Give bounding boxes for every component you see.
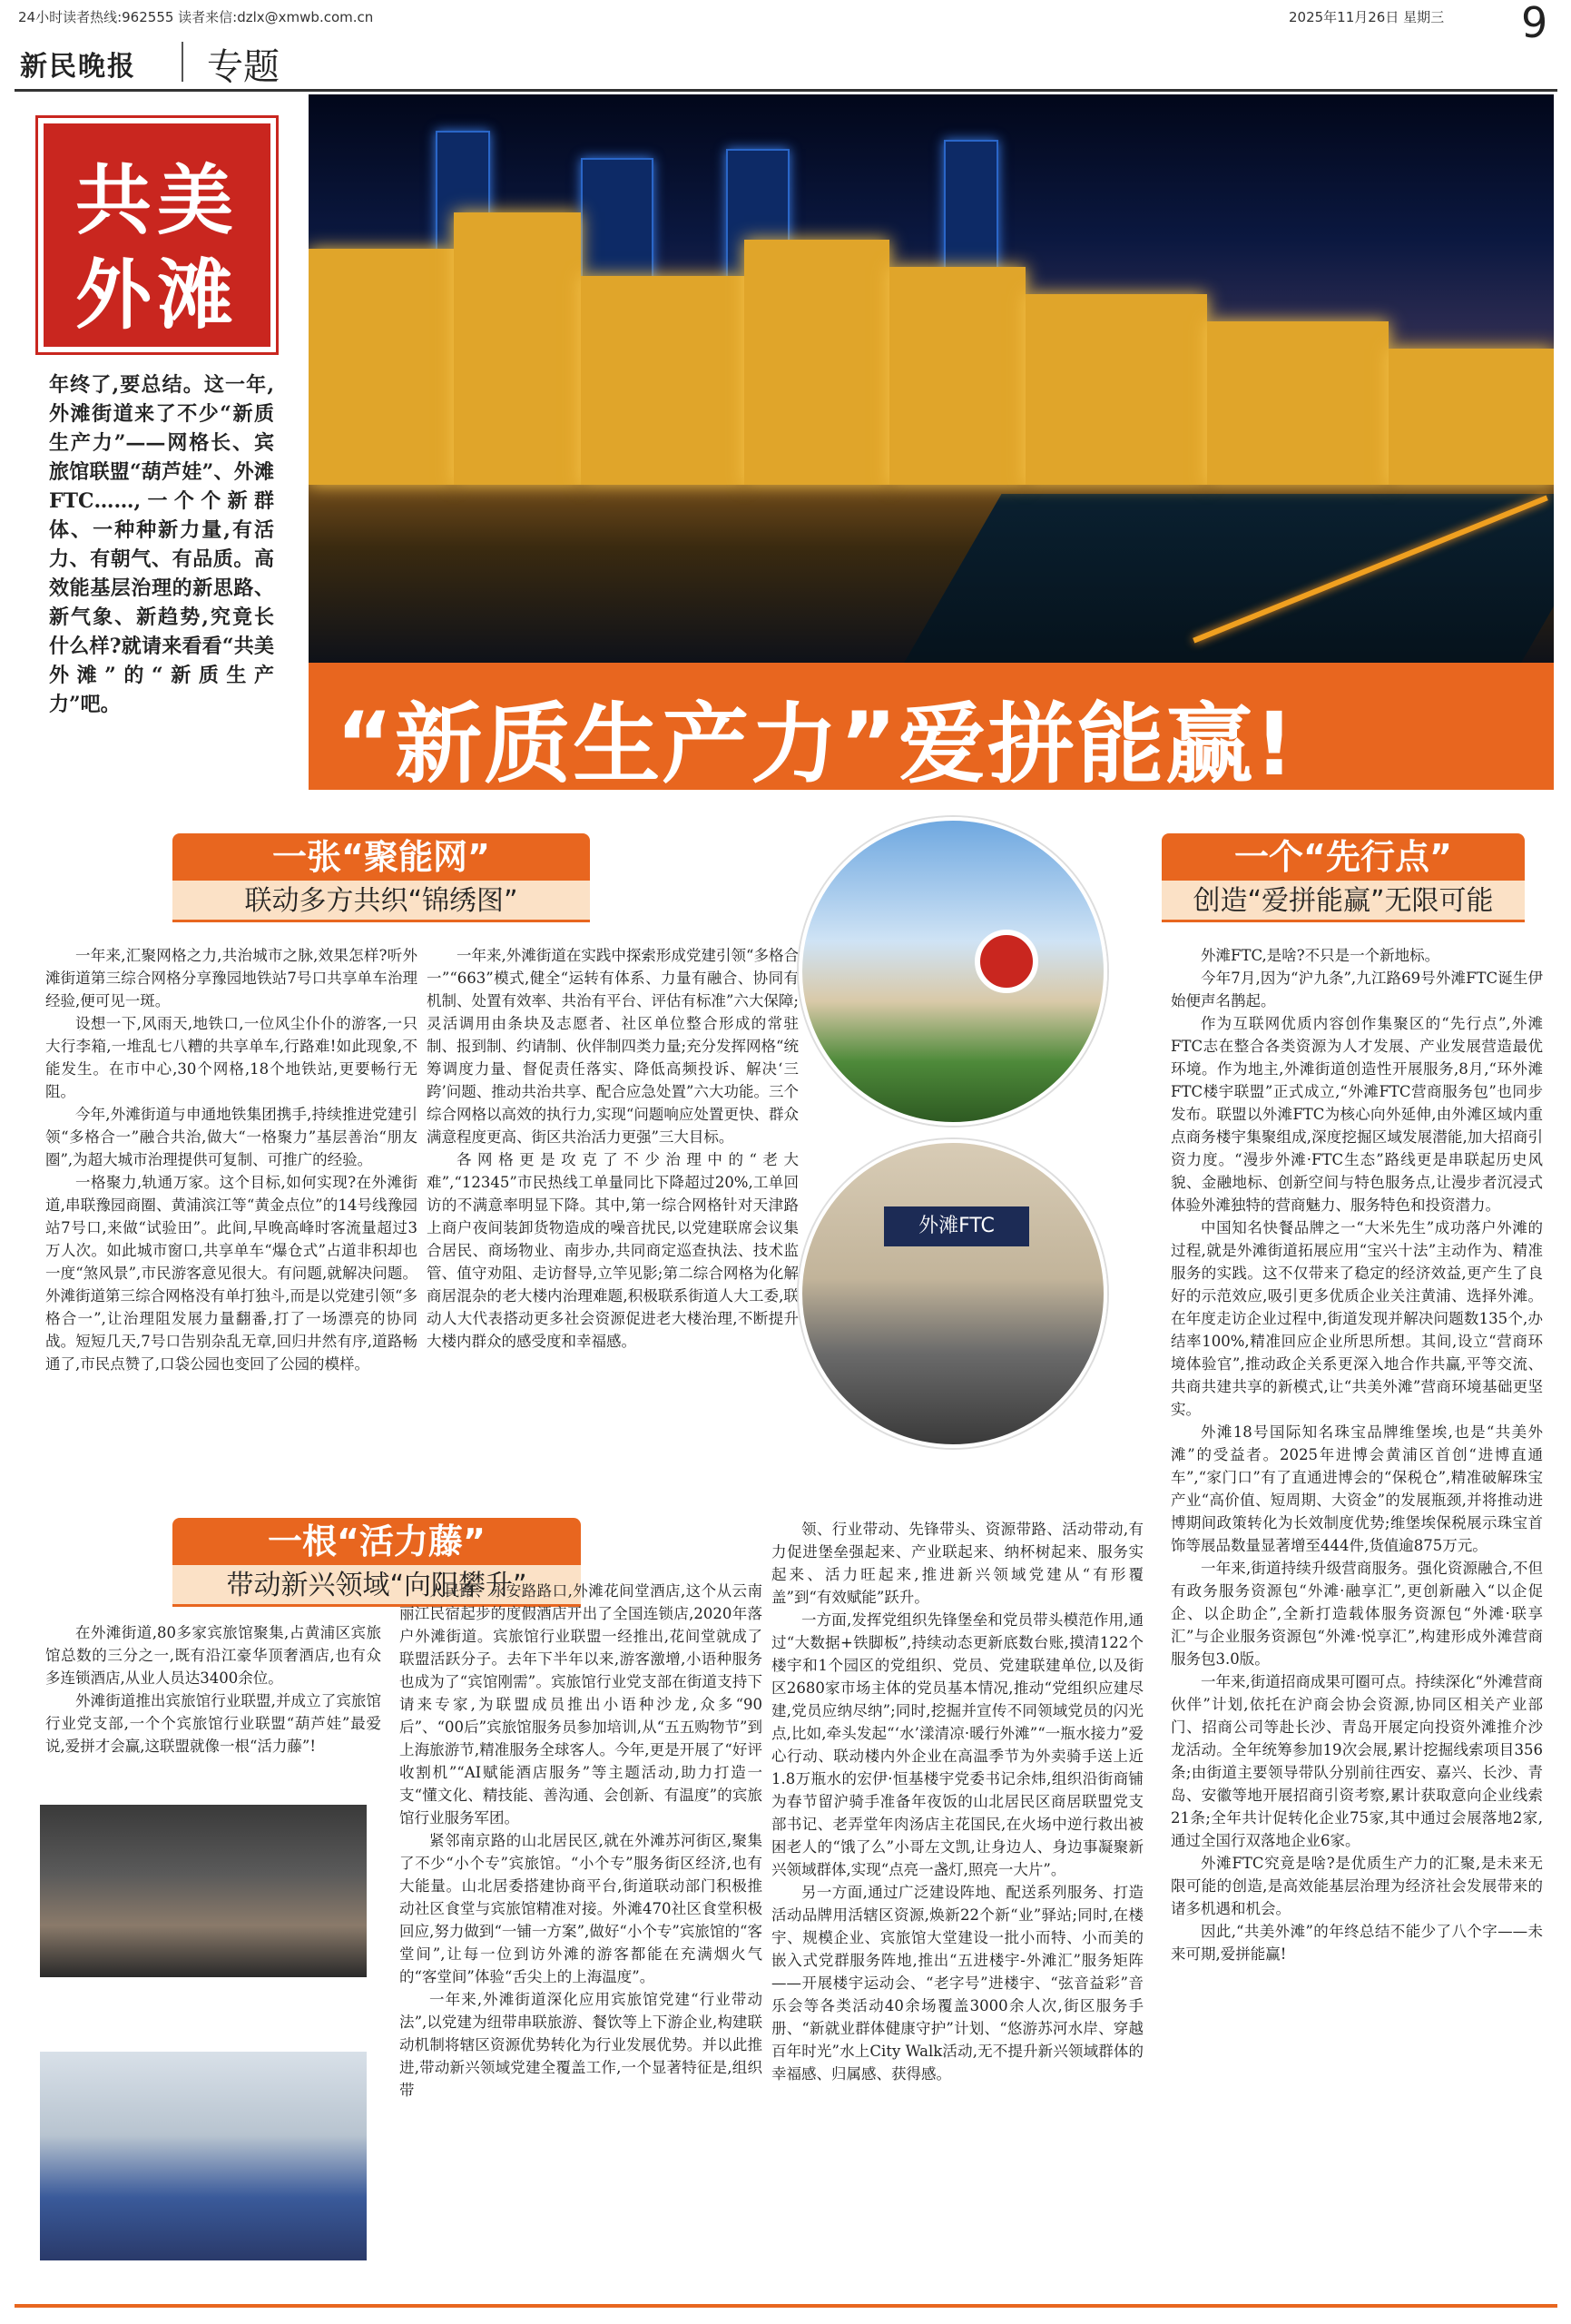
badge-line-2: 外滩 [74, 251, 239, 340]
lit-building [581, 276, 744, 485]
section-label: 专题 [207, 46, 280, 88]
page-number: 9 [1521, 0, 1548, 47]
intro-text: 年终了,要总结。这一年,外滩街道来了不少“新质生产力”——网格长、宾旅馆联盟“葫芦娃”、外滩FTC……,一个个新群体、一种种新力量,有活力、有朝气、有品质。高效能基层治理的新思路、新气象、新趋势,究竟长什么样?就请来看看“共美外滩”的“新质生产力”吧。 [49, 373, 274, 716]
lit-building [454, 212, 581, 485]
badge-line-1: 共美 [74, 156, 239, 245]
paragraph: 紧邻南京路的山北居民区,就在外滩苏河街区,聚集了不少“小个专”宾旅馆。“小个专”服务街区经济,也有大能量。山北居委搭建协商平台,街道联动部门积极推动社区食堂与宾旅馆精准对接。外滩470社区食堂积极回应,努力做到“一铺一方案”,做好“小个专”宾旅馆的“客堂间”,让每一位到访外滩的游客都能在充满烟火气的“客堂间”体验“舌尖上的上海温度”。 [399, 1832, 762, 1985]
column-6 [1171, 944, 1543, 1965]
training-session-photo [40, 2052, 367, 2260]
paragraph: 外滩FTC,是啥?不只是一个新地标。 [1201, 947, 1440, 964]
footer-rule [15, 2304, 1557, 2308]
section-heading-1 [172, 833, 590, 922]
lit-building [744, 240, 889, 485]
headline-text: “新质生产力”爱拼能赢! [336, 694, 1296, 795]
section-title: 一个“先行点” [1162, 833, 1525, 881]
paragraph: 作为互联网优质内容创作集聚区的“先行点”,外滩FTC志在整合各类资源为人才发展、产业发展营造最优环境。作为地主,外滩街道创造性开展服务,8月,“环外滩FTC楼宇联盟”正式成立,“外滩FTC营商服务包”也同步发布。联盟以外滩FTC为核心向外延伸,由外滩区域内重点商务楼宇集聚组成,深度挖掘区域发展潜能,加大招商引资力度。“漫步外滩·FTC生态”路线更是串联起历史风貌、金融地标、创新空间与特色服务点,让漫步者沉浸式体验外滩独特的营商魅力、服务特色和投资潜力。 [1171, 1015, 1543, 1214]
paragraph: 领、行业带动、先锋带头、资源带路、活动带动,有力促进堡垒强起来、产业联起来、纳杯树起来、服务实起来、活力旺起来,推进新兴领域党建从“有形覆盖”到“有效赋能”跃升。 [771, 1521, 1144, 1606]
paragraph: 一年来,汇聚网格之力,共治城市之脉,效果怎样?听外滩街道第三综合网格分享豫园地铁站7号口共享单车治理经验,便可见一斑。 [45, 947, 417, 1009]
bund-street-photo [799, 817, 1107, 1126]
column-3 [45, 1621, 381, 1758]
lit-building [1207, 321, 1389, 485]
river [886, 494, 1554, 675]
paragraph: 中国知名快餐品牌之一“大米先生”成功落户外滩的过程,就是外滩街道拓展应用“宝兴十法”主动作为、精准服务的实践。这不仅带来了稳定的经济效益,更产生了良好的示范效应,吸引更多优质企业关注黄浦、选择外滩。在年度走访企业过程中,街道发现并解决问题数135个,办结率100%,精准回应企业所思所想。其间,设立“营商环境体验官”,推动政企关系更深入地合作共赢,平等交流、共商共建共享的新模式,让“共美外滩”营商环境基础更坚实。 [1171, 1219, 1543, 1418]
lit-building [309, 249, 454, 485]
paragraph: 外滩FTC究竟是啥?是优质生产力的汇聚,是未来无限可能的创造,是高效能基层治理为经济社会发展带来的诸多机遇和机会。 [1171, 1855, 1543, 1917]
top-info-bar [0, 0, 1571, 47]
column-4 [399, 1580, 762, 2102]
paragraph: 一年来,外滩街道深化应用宾旅馆党建“行业带动法”,以党建为纽带串联旅游、餐饮等上下游企业,构建联动机制将辖区资源优势转化为行业发展优势。并以此推进,带动新兴领域党建全覆盖工作,一个显著特征是,组织带 [399, 1991, 762, 2099]
newspaper-logo: 新民晚报 [20, 51, 136, 83]
paragraph: 另一方面,通过广泛建设阵地、配送系列服务、打造活动品牌用活辖区资源,焕新22个新“业”驿站;同时,在楼宇、规模企业、宾旅馆大堂建设一批小而特、小而美的嵌入式党群服务阵地,推出“五进楼宇-外滩汇”服务矩阵——开展楼宇运动会、“老字号”进楼宇、“弦音益彩”音乐会等各类活动40余场覆盖3000余人次,街区服务手册、“新就业群体健康守护”计划、“悠游苏河水岸、穿越百年时光”水上City Walk活动,无不提升新兴领域群体的幸福感、归属感、获得感。 [771, 1884, 1144, 2083]
paragraph: 人民路、永安路路口,外滩花间堂酒店,这个从云南丽江民宿起步的度假酒店开出了全国连锁店,2020年落户外滩街道。宾旅馆行业联盟一经推出,花间堂就成了联盟活跃分子。去年下半年以来,游客激增,小语种服务也成为了“宾馆刚需”。宾旅馆行业党支部在街道支持下请来专家,为联盟成员推出小语种沙龙,众多“90后”、“00后”宾旅馆服务员参加培训,从“五五购物节”到上海旅游节,精准服务全球客人。今年,更是开展了“好评收割机”“AI赋能酒店服务”等主题活动,助力打造一支“懂文化、精技能、善沟通、会创新、有温度”的宾旅馆行业服务军团。 [399, 1582, 762, 1827]
lit-building [1026, 294, 1207, 485]
paragraph: 外滩18号国际知名珠宝品牌维堡埃,也是“共美外滩”的受益者。2025年进博会黄浦区首创“进博直通车”,“家门口”有了直通进博会的“保税仓”,精准破解珠宝产业“高价值、短周期、大资金”的发展瓶颈,并将推动进博期间政策转化为长效制度优势;维堡埃保税展示珠宝首饰等展品数量显著增至444件,货值逾875万元。 [1171, 1423, 1543, 1554]
paragraph: 外滩街道推出宾旅馆行业联盟,并成立了宾旅馆行业党支部,一个个宾旅馆行业联盟“葫芦娃”最爱说,爱拼才会赢,这联盟就像一根“活力藤”! [45, 1692, 381, 1755]
paragraph: 设想一下,风雨天,地铁口,一位风尘仆仆的游客,一只大行李箱,一堆乱七八糟的共享单车,行路难!如此现象,不能发生。在市中心,30个网格,18个地铁站,更要畅行无阻。 [45, 1015, 417, 1100]
paragraph: 今年7月,因为“沪九条”,九江路69号外滩FTC诞生伊始便声名鹊起。 [1171, 970, 1543, 1009]
section-title: 一根“活力藤” [172, 1518, 581, 1565]
paragraph: 一格聚力,轨通万家。这个目标,如何实现?在外滩街道,串联豫园商圈、黄浦滨江等“黄金点位”的14号线豫园站7号口,来做“试验田”。此间,早晚高峰时客流量超过3万人次。如此城市窗口,共享单车“爆仓式”占道非积却也一度“煞风景”,市民游客意见很大。有问题,就解决问题。外滩街道第三综合网格没有单打独斗,而是以党建引领“多格合一”,让治理阻发展力量翻番,打了一场漂亮的协同战。短短几天,7号口告别杂乱无章,回归井然有序,道路畅通了,市民点赞了,口袋公园也变回了公园的模样。 [45, 1174, 417, 1373]
lit-building [889, 267, 1026, 485]
paragraph: 一年来,街道招商成果可圈可点。持续深化“外滩营商伙伴”计划,依托在沪商会协会资源,协同区相关产业部门、招商公司等赴长沙、青岛开展定向投资外滩推介沙龙活动。全年统筹参加19次会展,累计挖掘线索项目356条;由街道主要领导带队分别前往西安、嘉兴、长沙、青岛、安徽等地开展招商引资考察,累计获取意向企业线索21条;全年共计促转化企业75家,其中通过会展落地2家,通过全国行双落地企业6家。 [1171, 1673, 1543, 1849]
paragraph: 今年,外滩街道与申通地铁集团携手,持续推进党建引领“多格合一”融合共治,做大“一格聚力”基层善治“朋友圈”,为超大城市治理提供可复制、可推广的经验。 [45, 1106, 417, 1168]
section-subtitle: 联动多方共织“锦绣图” [172, 881, 590, 922]
paragraph: 一年来,外滩街道在实践中探索形成党建引领“多格合一”“663”模式,健全“运转有体系、力量有融合、协同有机制、处置有效率、共治有平台、评估有标准”六大保障;灵活调用由条块及志愿者、社区单位整合形成的常驻制、报到制、约请制、伙伴制四类力量;充分发挥网格“统筹调度力量、督促责任落实、降低高频投诉、解决‘三跨’问题、推动共治共享、配合应急处置”六大功能。三个综合网格以高效的执行力,实现“问题响应处置更快、群众满意程度更高、街区共治活力更强”三大目标。 [427, 947, 799, 1146]
column-2 [427, 944, 799, 1353]
section-subtitle: 创造“爱拼能赢”无限可能 [1162, 881, 1525, 922]
paragraph: 一年来,街道持续升级营商服务。强化资源融合,不但有政务服务资源包“外滩·融享汇”,更创新融入“以企促企、以企助企”,全新打造载体服务资源包“外滩·联享汇”与企业服务资源包“外滩·悦享汇”,构建形成外滩营商服务包3.0版。 [1171, 1560, 1543, 1668]
reader-hotline: 24小时读者热线:962555 读者来信:dzlx@xmwb.com.cn [18, 9, 374, 25]
metro-logo-icon [975, 930, 1038, 993]
paragraph: 在外滩街道,80多家宾旅馆聚集,占黄浦区宾旅馆总数的三分之一,既有沿江豪华顶奢酒店,也有众多连锁酒店,从业人员达3400余位。 [45, 1624, 381, 1687]
masthead [0, 34, 1571, 87]
column-5 [771, 1518, 1144, 2085]
lit-building [1389, 349, 1554, 485]
ftc-sign: 外滩FTC [884, 1206, 1029, 1246]
column-1 [45, 944, 417, 1375]
section-subtitle: 带动新兴领域“向阳攀升” [172, 1565, 581, 1607]
paragraph: 因此,“共美外滩”的年终总结不能少了八个字——未来可期,爱拼能赢! [1171, 1923, 1543, 1963]
paragraph: 一方面,发挥党组织先锋堡垒和党员带头模范作用,通过“大数据+铁脚板”,持续动态更新底数台账,摸清122个楼宇和1个园区的党组织、党员、党建联建单位,以及街区2680家市场主体的党员基本情况,推动“党组织应建尽建,党员应纳尽纳”;同时,挖掘并宣传不同领域党员的闪光点,比如,牵头发起“‘水’漾清凉·暖行外滩”“一瓶水接力”爱心行动、联动楼内外企业在高温季节为外卖骑手送上近1.8万瓶水的宏伊·恒基楼宇党委书记余炜,组织沿街商铺为春节留沪骑手准备年夜饭的山北居民区商居联盟党支部书记、老弄堂年肉汤店主花国民,在火场中逆行救出被困老人的“饿了么”小哥左文凯,让身边人、身边事凝聚新兴领域群体,实现“点亮一盏灯,照亮一大片”。 [771, 1611, 1144, 1878]
header-rule [15, 89, 1557, 92]
ftc-building-photo [799, 1139, 1107, 1448]
section-heading-3 [1162, 833, 1525, 922]
issue-date: 2025年11月26日 星期三 [1289, 9, 1445, 25]
main-headline [309, 663, 1554, 795]
feature-badge [38, 118, 276, 352]
group-photo-1 [40, 1805, 367, 1977]
masthead-divider [182, 42, 183, 82]
section-title: 一张“聚能网” [172, 833, 590, 881]
bund-night-photo [309, 94, 1554, 675]
paragraph: 各网格更是攻克了不少治理中的“老大难”,“12345”市民热线工单量同比下降超过20%,工单回访的不满意率明显下降。其中,第一综合网格针对天津路上商户夜间装卸货物造成的噪音扰民,以党建联席会议集合居民、商场物业、南步办,共同商定巡查执法、技术监管、值守劝阻、走访督导,立竿见影;第二综合网格为化解商居混杂的老大楼内治理难题,积极联系街道人大工委,联动人大代表搭动更多社会资源促进老大楼治理,不断提升大楼内群众的感受度和幸福感。 [427, 1151, 799, 1350]
